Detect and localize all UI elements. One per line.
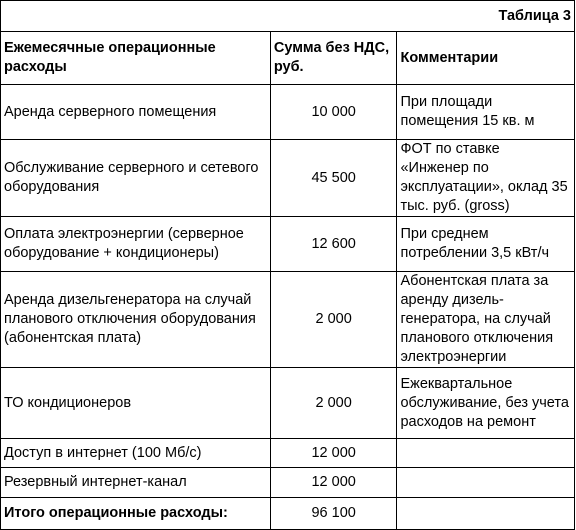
expense-cell: Оплата электроэнергии (серверное оборудование + кондиционеры) xyxy=(1,217,271,272)
amount-cell: 10 000 xyxy=(270,85,397,140)
comment-cell: Ежеквартальное обслуживание, без учета расходов на ремонт xyxy=(397,368,575,439)
table-row xyxy=(1,217,575,272)
expense-cell: Аренда серверного помещения xyxy=(1,85,271,140)
comment-cell xyxy=(397,439,575,468)
comment-cell: ФОТ по ставке «Инженер по эксплуатации», оклад 35 тыс. руб. (gross) xyxy=(397,140,575,217)
header-comment: Комментарии xyxy=(397,32,575,85)
amount-cell: 12 600 xyxy=(270,217,397,272)
table-row xyxy=(1,368,575,439)
header-expense: Ежемесячные операционные расходы xyxy=(1,32,271,85)
table-label: Таблица 3 xyxy=(1,1,575,32)
header-row xyxy=(1,32,575,85)
expense-cell: Обслуживание серверного и сетевого оборудования xyxy=(1,140,271,217)
header-amount: Сумма без НДС, руб. xyxy=(270,32,397,85)
amount-cell: 2 000 xyxy=(270,272,397,368)
comment-cell: Абонентская плата за аренду дизель-генератора, на случай планового отключения электроэнергии xyxy=(397,272,575,368)
table-row xyxy=(1,85,575,140)
table-row xyxy=(1,140,575,217)
total-label: Итого операционные расходы: xyxy=(1,498,271,530)
comment-cell: При площади помещения 15 кв. м xyxy=(397,85,575,140)
total-comment-cell xyxy=(397,498,575,530)
amount-cell: 12 000 xyxy=(270,468,397,498)
table-title-row xyxy=(1,1,575,32)
comment-cell xyxy=(397,468,575,498)
table-row xyxy=(1,439,575,468)
comment-cell: При среднем потреблении 3,5 кВт/ч xyxy=(397,217,575,272)
total-row xyxy=(1,498,575,530)
expense-cell: ТО кондиционеров xyxy=(1,368,271,439)
expense-cell: Аренда дизельгенератора на случай планового отключения оборудования (абонентская плата) xyxy=(1,272,271,368)
expense-cell: Доступ в интернет (100 Мб/с) xyxy=(1,439,271,468)
expense-cell: Резервный интернет-канал xyxy=(1,468,271,498)
amount-cell: 45 500 xyxy=(270,140,397,217)
amount-cell: 12 000 xyxy=(270,439,397,468)
total-amount: 96 100 xyxy=(270,498,397,530)
amount-cell: 2 000 xyxy=(270,368,397,439)
table-row xyxy=(1,468,575,498)
table-row xyxy=(1,272,575,368)
